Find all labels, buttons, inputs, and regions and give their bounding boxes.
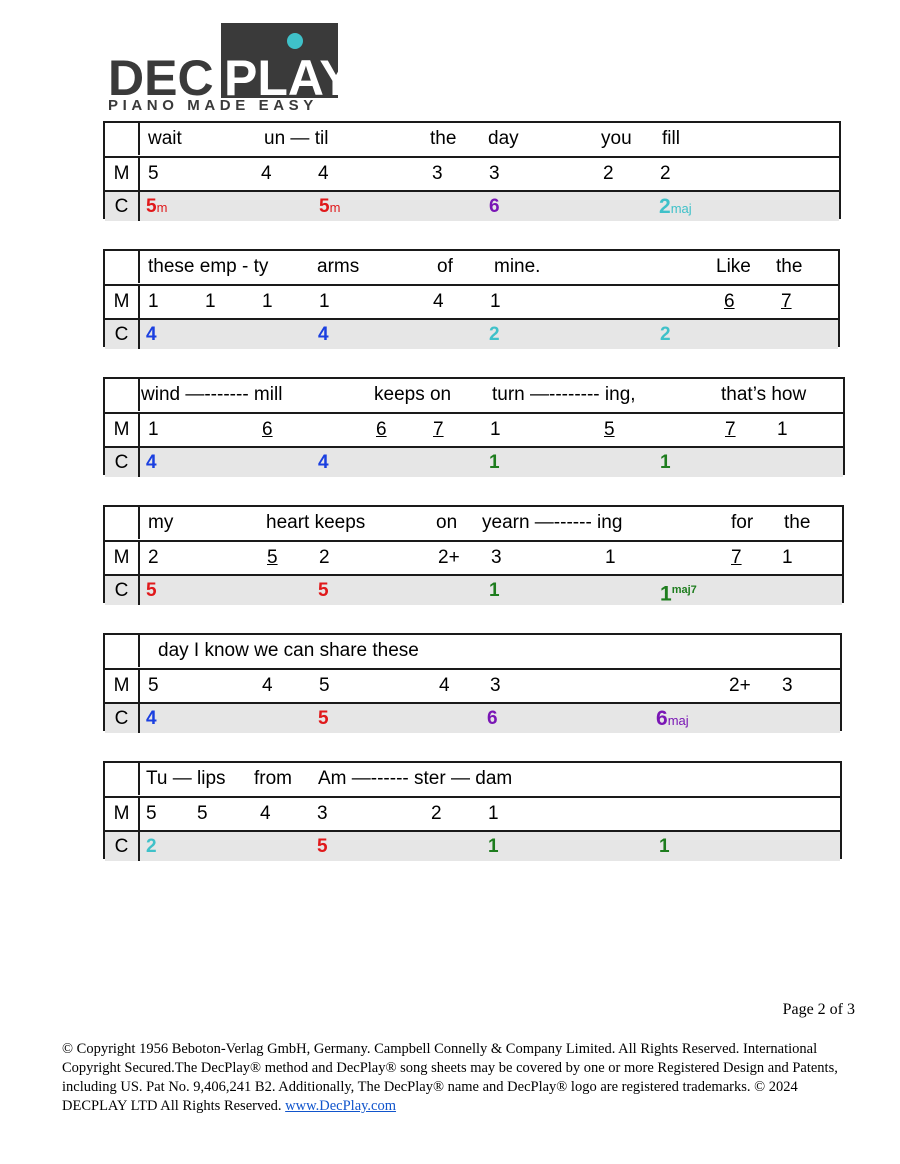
lyrics-row [105, 507, 842, 539]
lyric: of [437, 256, 453, 277]
melody-note: 3 [782, 675, 793, 696]
chord: 4 [318, 452, 329, 473]
melody-note: 1 [782, 547, 793, 568]
page-number: Page 2 of 3 [782, 1001, 855, 1018]
lyric: turn —-------- ing, [492, 384, 636, 405]
melody-note: 2 [319, 547, 330, 568]
melody-note: 5 [146, 803, 157, 824]
melody-note: 1 [777, 419, 788, 440]
melody-note: 4 [260, 803, 271, 824]
row-label-empty [105, 507, 140, 539]
row-label-chords: C [105, 192, 140, 221]
melody-note: 5 [267, 547, 278, 568]
lyric: un — til [264, 128, 329, 149]
melody-note: 3 [490, 675, 501, 696]
chord: 2 [146, 836, 157, 857]
melody-note: 1 [490, 291, 501, 312]
lyrics-row [105, 763, 840, 795]
chord-row [105, 190, 839, 221]
melody-note: 1 [319, 291, 330, 312]
chord: 2maj [659, 195, 692, 218]
melody-note: 4 [262, 675, 273, 696]
row-label-empty [105, 251, 140, 283]
lyric: heart keeps [266, 512, 366, 533]
melody-row [105, 156, 839, 190]
lyric: my [148, 512, 174, 533]
chord-row [105, 318, 838, 349]
lyric: arms [317, 256, 360, 277]
melody-note: 5 [604, 419, 615, 440]
melody-note: 1 [148, 419, 159, 440]
row-label-melody: M [105, 798, 140, 830]
logo-dec-text: DEC [108, 50, 214, 106]
chord: 6 [489, 196, 500, 217]
chord: 2 [489, 324, 500, 345]
lyric: mine. [494, 256, 541, 277]
melody-note: 3 [489, 163, 500, 184]
lyric: these emp - ty [148, 256, 269, 277]
row-label-empty [105, 123, 140, 155]
melody-note: 2 [148, 547, 159, 568]
melody-note: 7 [433, 419, 444, 440]
lyric: fill [662, 128, 680, 149]
melody-note: 3 [491, 547, 502, 568]
chord: 2 [660, 324, 671, 345]
lyric: you [601, 128, 632, 149]
lyric: the [776, 256, 803, 277]
row-label-melody: M [105, 414, 140, 446]
melody-note: 1 [605, 547, 616, 568]
row-label-chords: C [105, 832, 140, 861]
lyric: keeps on [374, 384, 452, 405]
logo-tagline: PIANO MADE EASY [108, 97, 318, 114]
row-label-chords: C [105, 448, 140, 477]
lyric: Tu — lips [146, 768, 226, 789]
lyric: on [436, 512, 458, 533]
melody-note: 5 [197, 803, 208, 824]
song-block-4 [103, 505, 844, 606]
lyrics-row [105, 635, 840, 667]
row-label-melody: M [105, 670, 140, 702]
chord-row [105, 574, 842, 605]
logo-dot-icon [287, 33, 303, 49]
melody-note: 2+ [438, 547, 460, 568]
lyric: day I know we can share these [158, 640, 419, 661]
lyric: yearn —------ ing [482, 512, 623, 533]
lyric: Am —------ ster — dam [318, 768, 513, 789]
chord: 1 [488, 836, 499, 857]
melody-note: 4 [318, 163, 329, 184]
melody-note: 2 [660, 163, 671, 184]
melody-note: 2+ [729, 675, 751, 696]
row-label-empty [105, 635, 140, 667]
row-label-chords: C [105, 576, 140, 605]
chord-row [105, 702, 840, 733]
lyric: wind —------- mill [141, 384, 283, 405]
song-block-5 [103, 633, 842, 731]
melody-row [105, 412, 843, 446]
chord: 5 [318, 708, 329, 729]
melody-note: 3 [317, 803, 328, 824]
chord: $1^{maj7}$ [660, 582, 697, 606]
row-label-empty [105, 763, 140, 795]
melody-note: 7 [725, 419, 736, 440]
song-block-6 [103, 761, 842, 859]
melody-note: 7 [781, 291, 792, 312]
lyric: that’s how [721, 384, 807, 405]
chord: 6maj [656, 707, 689, 730]
lyric: from [254, 768, 292, 789]
chord: 4 [146, 324, 157, 345]
melody-note: 3 [432, 163, 443, 184]
logo-play-text: PLAY [224, 50, 353, 106]
lyrics-row [105, 251, 838, 283]
melody-note: 4 [433, 291, 444, 312]
melody-note: 1 [148, 291, 159, 312]
chord: 6 [487, 708, 498, 729]
chord: 4 [318, 324, 329, 345]
chord: 1 [660, 452, 671, 473]
decplay-logo [108, 23, 353, 115]
melody-note: 2 [603, 163, 614, 184]
copyright-text: © Copyright 1956 Beboton-Verlag GmbH, Germany. Campbell Connelly & Company Limited. All Rights Reserved. International Copyright Secured.The DecPlay® method and DecPlay® song sheets may be covered by one or more Registered Design and Patents, including US. Pat No. 9,406,241 B2. Additionally, The DecPlay® name and DecPlay® logo are registered trademarks. © 2024 DECPLAY LTD All Rights Reserved. [62, 1041, 838, 1114]
row-label-empty [105, 379, 140, 411]
chord: 5 [317, 836, 328, 857]
melody-note: 5 [148, 163, 159, 184]
chord: 5 [318, 580, 329, 601]
row-label-melody: M [105, 542, 140, 574]
melody-note: 7 [731, 547, 742, 568]
lyric: for [731, 512, 754, 533]
melody-note: 6 [262, 419, 273, 440]
melody-note: 1 [490, 419, 501, 440]
melody-note: 4 [261, 163, 272, 184]
melody-row [105, 668, 840, 702]
song-block-3 [103, 377, 845, 475]
chord: 1 [489, 452, 500, 473]
chord: 5 [146, 580, 157, 601]
chord-row [105, 830, 840, 861]
melody-note: 6 [724, 291, 735, 312]
row-label-chords: C [105, 704, 140, 733]
copyright-footer [62, 1040, 862, 1116]
website-link[interactable]: www.DecPlay.com [285, 1098, 397, 1114]
lyric: Like [716, 256, 751, 277]
chord: 4 [146, 708, 157, 729]
song-block-2 [103, 249, 840, 347]
chord: 1 [659, 836, 670, 857]
melody-note: 6 [376, 419, 387, 440]
row-label-melody: M [105, 286, 140, 318]
melody-note: 5 [148, 675, 159, 696]
chord: 1 [489, 580, 500, 601]
chord: 5m [146, 196, 168, 217]
melody-row [105, 796, 840, 830]
lyric: wait [148, 128, 182, 149]
melody-note: 4 [439, 675, 450, 696]
chord: 5m [319, 196, 341, 217]
song-block-1 [103, 121, 841, 219]
melody-note: 2 [431, 803, 442, 824]
melody-note: 1 [205, 291, 216, 312]
melody-note: 1 [488, 803, 499, 824]
melody-row [105, 284, 838, 318]
melody-row [105, 540, 842, 574]
chord-row [105, 446, 843, 477]
melody-note: 5 [319, 675, 330, 696]
lyric: the [430, 128, 457, 149]
lyric: the [784, 512, 811, 533]
chord: 4 [146, 452, 157, 473]
lyric: day [488, 128, 519, 149]
row-label-melody: M [105, 158, 140, 190]
lyrics-row [105, 123, 839, 155]
melody-note: 1 [262, 291, 273, 312]
row-label-chords: C [105, 320, 140, 349]
lyrics-row [105, 379, 843, 411]
